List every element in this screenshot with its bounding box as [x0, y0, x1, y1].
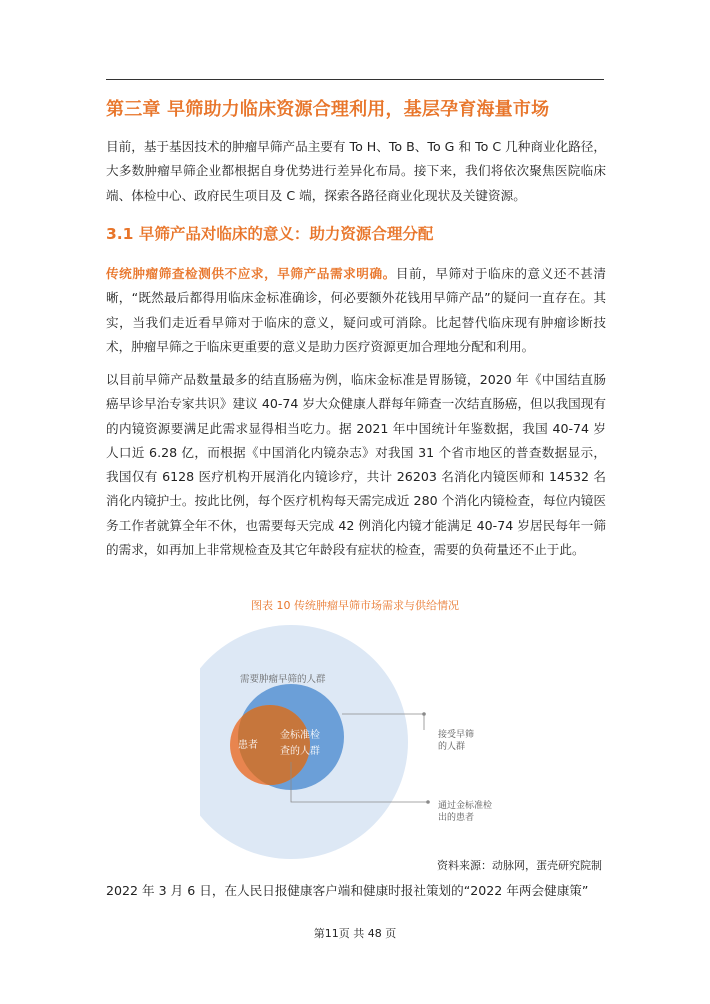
outer-label: 需要肿瘤早筛的人群 [240, 674, 326, 685]
intro-paragraph: 目前，基于基因技术的肿瘤早筛产品主要有 To H、To B、To G 和 To C 几种商业化路径，大多数肿瘤早筛企业都根据自身优势进行差异化布局。接下来，我们将依次聚焦医院临床端、体检中心、政府民生项目及 C 端，探索各路径商业化现状及关键资源。 [106, 139, 606, 203]
paragraph-highlight: 传统肿瘤筛查检测供不应求，早筛产品需求明确。 [106, 266, 396, 281]
header-rule [106, 79, 604, 80]
callout-patients-line2: 出的患者 [438, 813, 475, 823]
source-note: 资料来源：动脉网，蛋壳研究院制 [437, 859, 602, 872]
figure-caption: 图表 10 传统肿瘤早筛市场需求与供给情况 [251, 599, 459, 612]
paragraph-colorectal: 以目前早筛产品数量最多的结直肠癌为例，临床金标准是胃肠镜，2020 年《中国结直肠癌早诊早治专家共识》建议 40-74 岁大众健康人群每年筛查一次结直肠癌，但以我国现有的内镜资源要满足此需求显得相当吃力。据 2021 年中国统计年鉴数据，我国 40-74 岁人口近 6.28 亿，而根据《中国消化内镜杂志》对我国 31 个省市地区的普查数据显示，我国仅有 6128 医疗机构开展消化内镜诊疗，共计 26203 名消化内镜医师和 14532 名消化内镜护士。按此比例，每个医疗机构每天需完成近 280 个消化内镜检查，每位内镜医务工作者就算全年不休，也需要每天完成 42 例消化内镜才能满足 40-74 岁居民每年一筛的需求，如再加上非常规检查及其它年龄段有症状的检查，需要的负荷量还不止于此。 [106, 372, 606, 558]
overlap-label-1: 金标准检 [280, 730, 320, 741]
patient-label: 患者 [238, 740, 258, 751]
venn-diagram [200, 612, 540, 862]
paragraph-demand [106, 262, 606, 359]
paragraph-continuation: 2022 年 3 月 6 日，在人民日报健康客户端和健康时报社策划的“2022 年两会健康策” [106, 883, 589, 898]
page-footer: 第11页 共 48 页 [313, 927, 397, 940]
callout-screening-line2: 的人群 [438, 742, 466, 752]
overlap-label-2: 查的人群 [280, 746, 320, 757]
callout-screening-line1: 接受早筛 [438, 730, 475, 740]
chapter-title: 第三章 早筛助力临床资源合理利用，基层孕育海量市场 [106, 99, 550, 120]
section-title: 3.1 早筛产品对临床的意义：助力资源合理分配 [106, 225, 434, 243]
paragraph-body: 目前，早筛对于临床的意义还不甚清晰，“既然最后都得用临床金标准确诊，何必要额外花钱用早筛产品”的疑问一直存在。其实，当我们走近看早筛对于临床的意义，疑问或可消除。比起替代临床现有肿瘤诊断技术，肿瘤早筛之于临床更重要的意义是助力医疗资源更加合理地分配和利用。 [106, 266, 607, 354]
callout-patients-line1: 通过金标准检 [438, 801, 493, 811]
